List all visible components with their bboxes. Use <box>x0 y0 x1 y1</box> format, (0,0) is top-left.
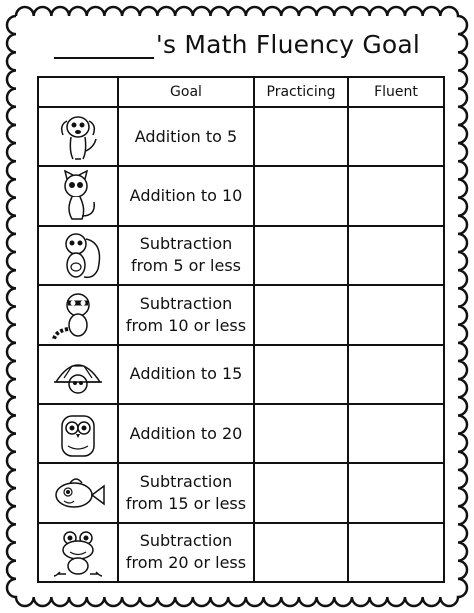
header-practicing: Practicing <box>254 77 348 107</box>
header-row <box>38 77 444 107</box>
animal-cell <box>38 107 118 166</box>
fluent-cell[interactable] <box>348 107 444 166</box>
goal-cell: Addition to 20 <box>118 404 254 463</box>
squirrel-icon <box>48 229 108 281</box>
animal-cell <box>38 404 118 463</box>
animal-cell <box>38 523 118 582</box>
table-row <box>38 463 444 522</box>
fluent-cell[interactable] <box>348 404 444 463</box>
cat-icon <box>48 170 108 222</box>
goal-cell: Subtraction from 20 or less <box>118 523 254 582</box>
fluent-cell[interactable] <box>348 285 444 344</box>
table-row <box>38 404 444 463</box>
table-row <box>38 345 444 404</box>
fluent-cell[interactable] <box>348 463 444 522</box>
practicing-cell[interactable] <box>254 107 348 166</box>
fluent-cell[interactable] <box>348 345 444 404</box>
goal-cell: Addition to 10 <box>118 166 254 225</box>
fish-icon <box>48 467 108 519</box>
goal-cell: Subtraction from 15 or less <box>118 463 254 522</box>
goal-cell: Addition to 15 <box>118 345 254 404</box>
table-row <box>38 523 444 582</box>
owl-icon <box>48 408 108 460</box>
animal-cell <box>38 226 118 285</box>
fluent-cell[interactable] <box>348 166 444 225</box>
frog-icon <box>48 526 108 578</box>
animal-cell <box>38 166 118 225</box>
fluent-cell[interactable] <box>348 523 444 582</box>
practicing-cell[interactable] <box>254 226 348 285</box>
practicing-cell[interactable] <box>254 166 348 225</box>
table-row <box>38 226 444 285</box>
practicing-cell[interactable] <box>254 523 348 582</box>
table-row <box>38 107 444 166</box>
header-blank <box>38 77 118 107</box>
table-row <box>38 285 444 344</box>
fluent-cell[interactable] <box>348 226 444 285</box>
table-row <box>38 166 444 225</box>
header-fluent: Fluent <box>348 77 444 107</box>
goal-cell: Subtraction from 10 or less <box>118 285 254 344</box>
goal-cell: Subtraction from 5 or less <box>118 226 254 285</box>
title-text: 's Math Fluency Goal <box>155 30 421 59</box>
raccoon-icon <box>48 289 108 341</box>
goals-table <box>37 76 445 583</box>
practicing-cell[interactable] <box>254 345 348 404</box>
name-blank <box>54 35 154 59</box>
header-goal: Goal <box>118 77 254 107</box>
turtle-icon <box>48 348 108 400</box>
practicing-cell[interactable] <box>254 285 348 344</box>
page-title <box>0 30 474 59</box>
animal-cell <box>38 345 118 404</box>
practicing-cell[interactable] <box>254 463 348 522</box>
practicing-cell[interactable] <box>254 404 348 463</box>
animal-cell <box>38 463 118 522</box>
dog-icon <box>48 111 108 163</box>
goal-cell: Addition to 5 <box>118 107 254 166</box>
animal-cell <box>38 285 118 344</box>
